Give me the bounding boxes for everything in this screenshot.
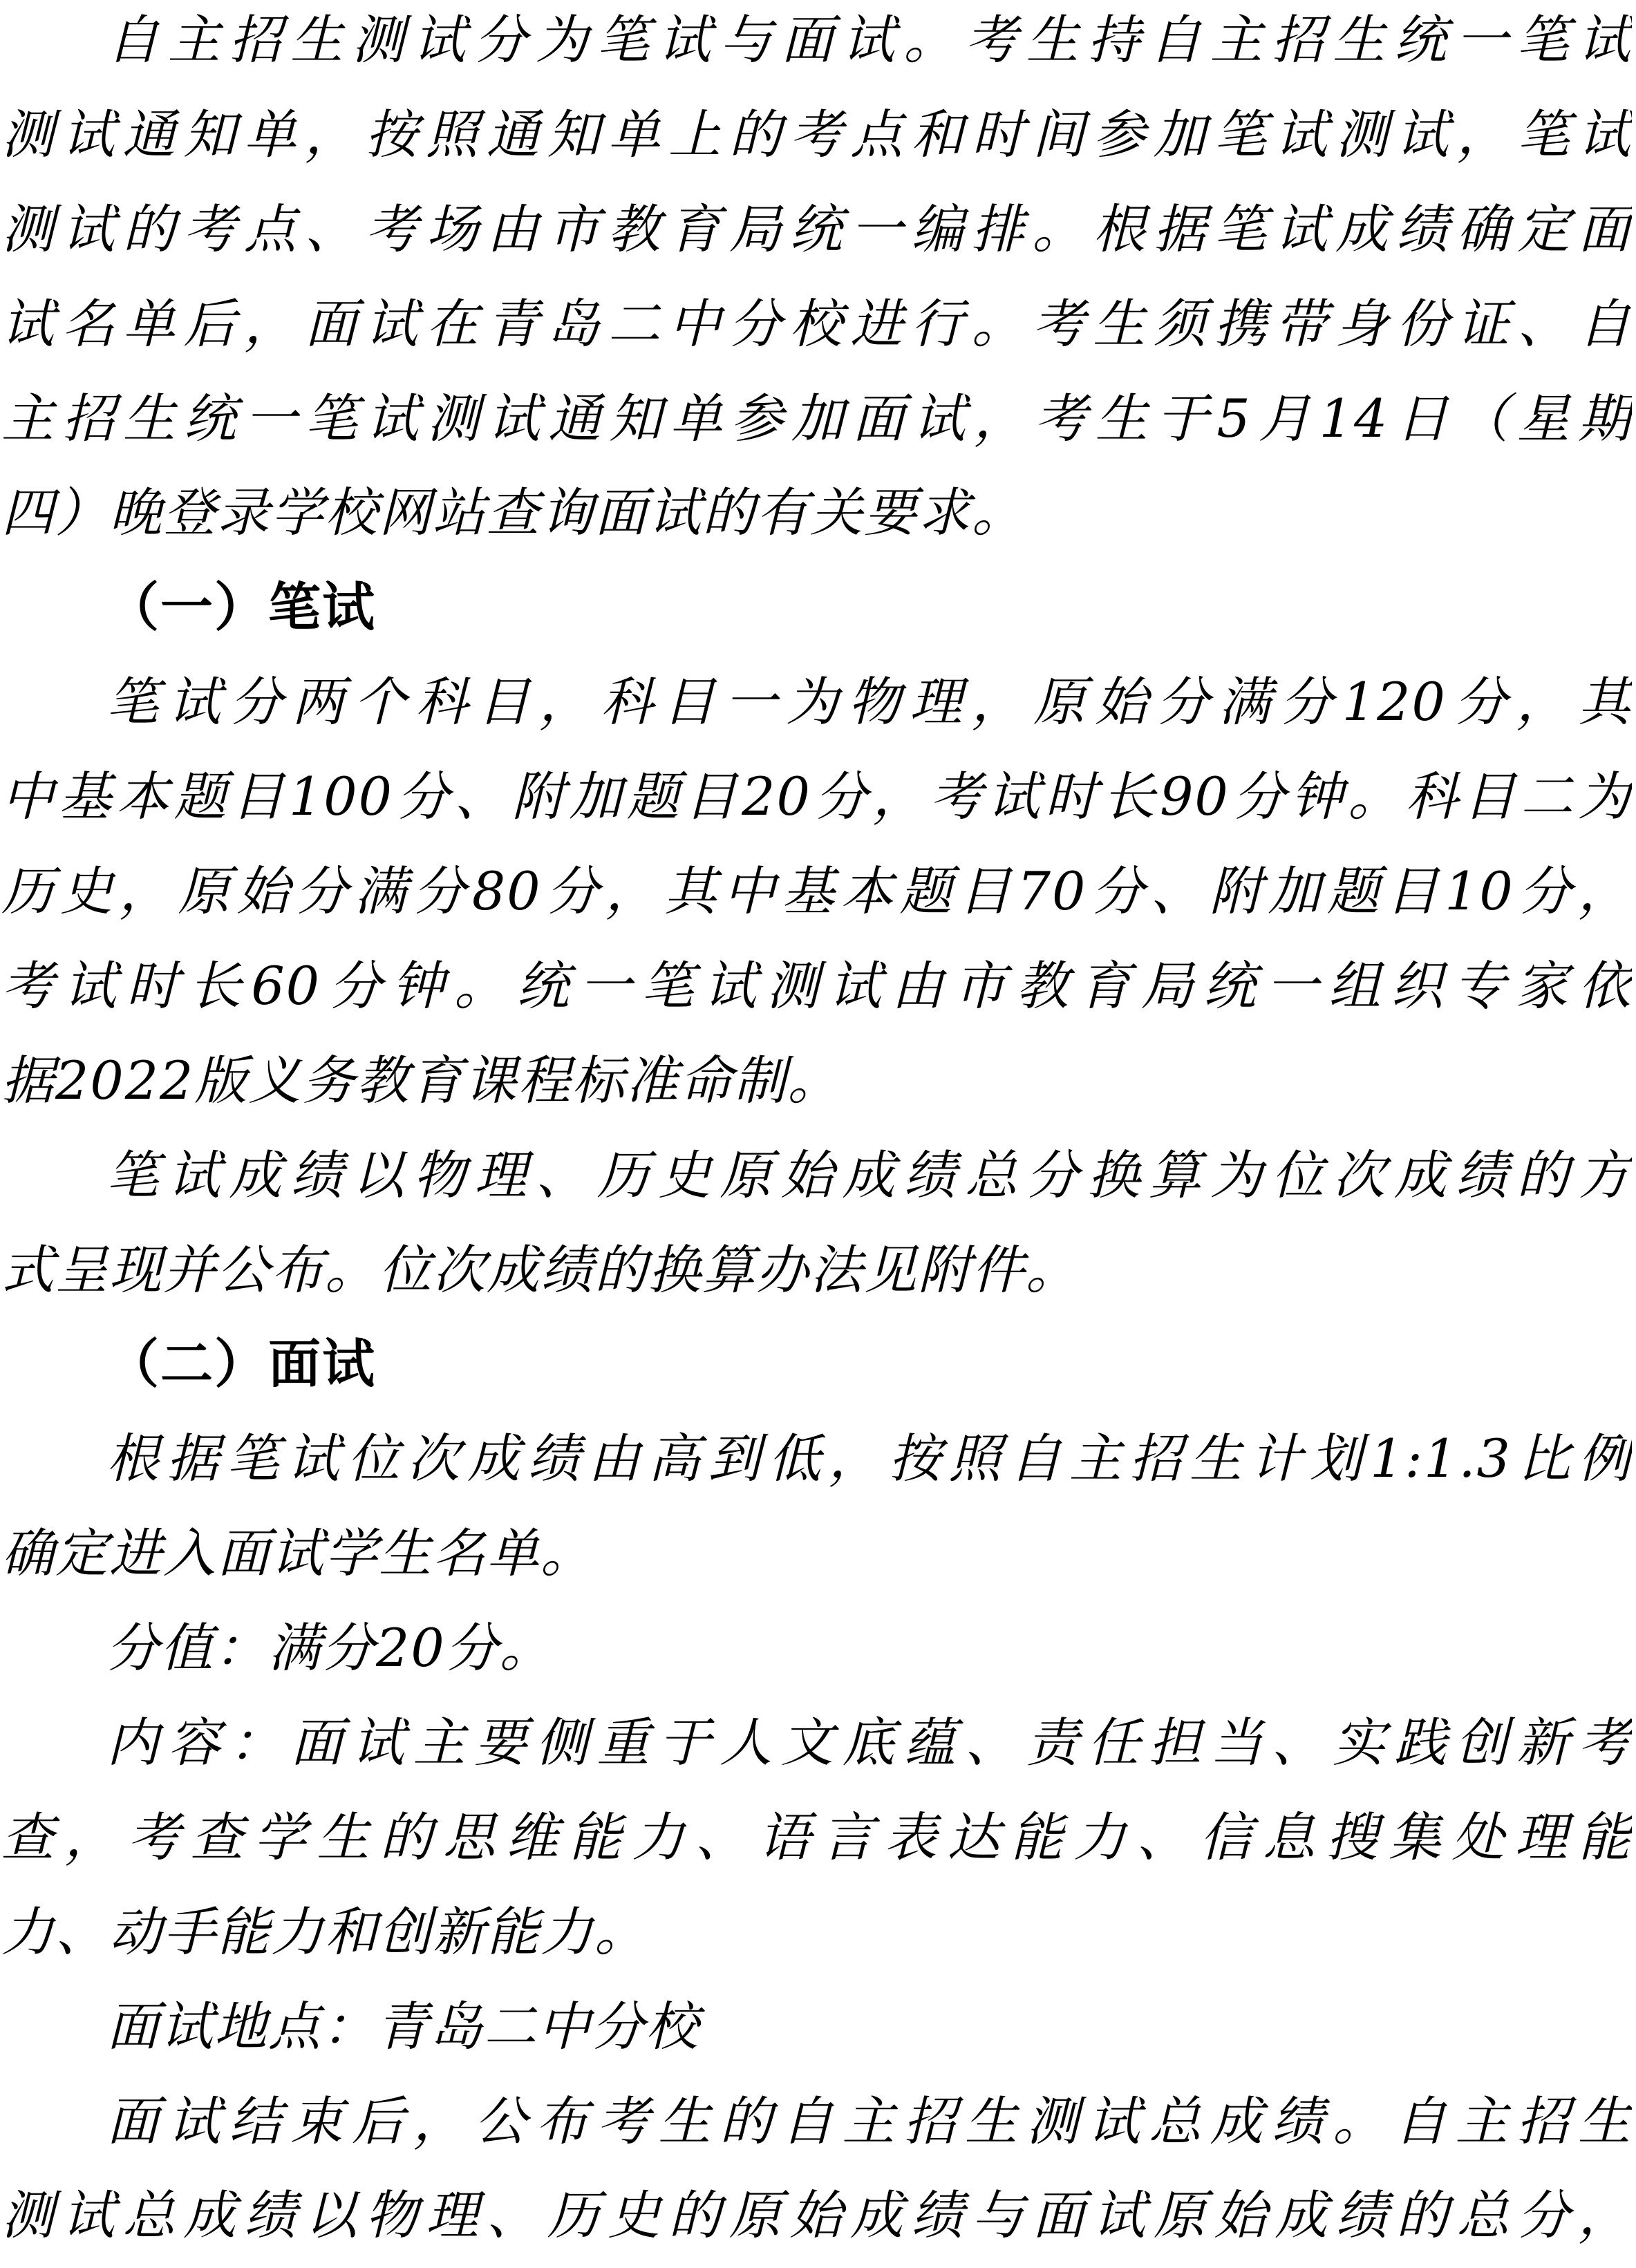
text-line: 主招生统一笔试测试通知单参加面试，考生于5月14日（星期: [1, 387, 1632, 449]
text-line: 四）晚登录学校网站查询面试的有关要求。: [1, 482, 1026, 544]
section-heading-written-test: （一）笔试: [106, 576, 376, 639]
text-line: 自主招生测试分为笔试与面试。考生持自主招生统一笔试: [106, 9, 1632, 70]
text-line: 据2022版义务教育课程标准命制。: [1, 1049, 842, 1111]
text-line: 试名单后，面试在青岛二中分校进行。考生须携带身份证、自: [1, 292, 1632, 355]
section-heading-interview: （二）面试: [106, 1333, 376, 1395]
text-line: 考试时长60分钟。统一笔试测试由市教育局统一组织专家依: [1, 954, 1632, 1017]
text-line: 笔试成绩以物理、历史原始成绩总分换算为位次成绩的方: [106, 1144, 1632, 1206]
text-line: 查，考查学生的思维能力、语言表达能力、信息搜集处理能: [1, 1806, 1632, 1868]
text-line: 式呈现并公布。位次成绩的换算办法见附件。: [1, 1238, 1080, 1301]
text-line: 确定进入面试学生名单。: [1, 1522, 594, 1585]
text-line: 测试的考点、考场由市教育局统一编排。根据笔试成绩确定面: [1, 198, 1632, 260]
text-line: 面试地点：青岛二中分校: [106, 1995, 699, 2057]
text-line: 中基本题目100分、附加题目20分，考试时长90分钟。科目二为: [1, 766, 1632, 828]
text-line: 根据笔试位次成绩由高到低，按照自主招生计划1:1.3比例: [106, 1428, 1632, 1490]
text-line: 测试通知单，按照通知单上的考点和时间参加笔试测试，笔试: [1, 103, 1632, 165]
text-line: 分值：满分20分。: [106, 1617, 554, 1679]
text-line: 测试总成绩以物理、历史的原始成绩与面试原始成绩的总分，: [1, 2184, 1632, 2247]
text-line: 力、动手能力和创新能力。: [1, 1900, 648, 1963]
text-line: 内容：面试主要侧重于人文底蕴、责任担当、实践创新考: [106, 1712, 1632, 1774]
text-line: 笔试分两个科目，科目一为物理，原始分满分120分，其: [106, 671, 1632, 733]
text-line: 历史，原始分满分80分，其中基本题目70分、附加题目10分，: [1, 860, 1632, 923]
text-line: 面试结束后，公布考生的自主招生测试总成绩。自主招生: [106, 2090, 1632, 2152]
